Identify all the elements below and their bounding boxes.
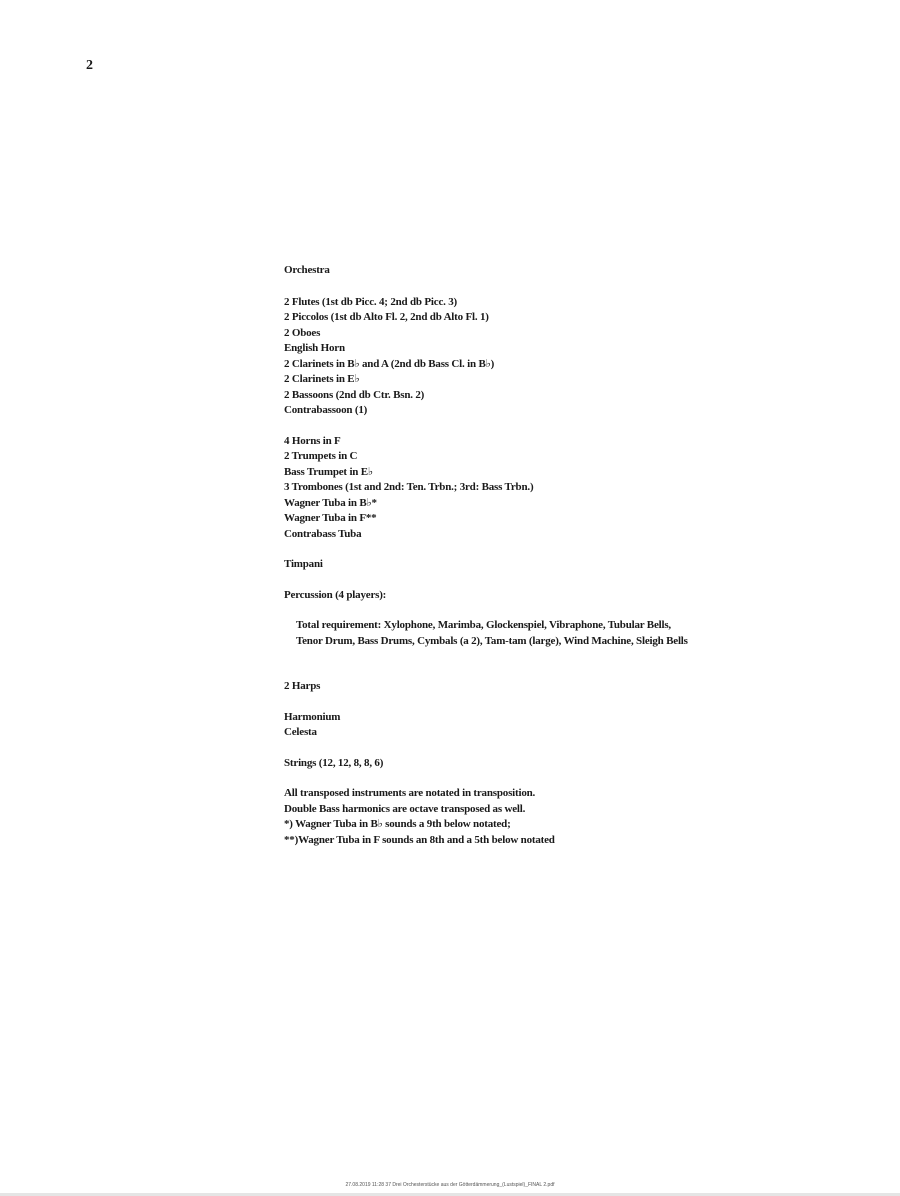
note-line: *) Wagner Tuba in B♭ sounds a 9th below notated; [284,818,511,830]
instrument-line: Celesta [284,726,317,738]
instrumentation-list [284,263,804,863]
instrument-line: 2 Flutes (1st db Picc. 4; 2nd db Picc. 3) [284,295,457,308]
notes-group [284,786,804,848]
instrument-line: 3 Trombones (1st and 2nd: Ten. Trbn.; 3rd: Bass Trbn.) [284,481,534,493]
instrument-line: Bass Trumpet in E♭ [284,465,373,478]
page-number: 2 [86,58,93,73]
instrument-line: 2 Clarinets in E♭ [284,373,360,385]
instrument-line: English Horn [284,342,345,354]
note-line: All transposed instruments are notated in transposition. [284,787,536,799]
percussion-details [284,618,804,649]
instrument-line: 2 Bassoons (2nd db Ctr. Bsn. 2) [284,388,425,401]
instrument-line: Harmonium [284,710,341,723]
orchestra-heading: Orchestra [284,264,330,276]
percussion-title: Percussion (4 players): [284,588,387,601]
timpani-group [284,557,804,573]
instrument-line: Contrabass Tuba [284,527,362,540]
instrument-line: Strings (12, 12, 8, 8, 6) [284,756,384,769]
note-line: Double Bass harmonics are octave transposed as well. [284,802,526,815]
instrument-line: Contrabassoon (1) [284,404,368,416]
instrument-line: Wagner Tuba in B♭* [284,496,377,509]
keyboards-group [284,710,804,741]
page-footer: 27.08.2019 11:28 37 Drei Orchesterstücke aus der Götterdämmerung_(Lustspiel)_FINAL 2.pdf [345,1182,555,1188]
instrument-line: 2 Trumpets in C [284,450,358,462]
instrument-line: Timpani [284,558,323,570]
strings-group [284,756,804,772]
percussion-group [284,588,804,604]
instrument-line: 2 Piccolos (1st db Alto Fl. 2, 2nd db Alto Fl. 1) [284,311,489,323]
instrument-line: 2 Harps [284,680,321,692]
instrument-line: 4 Horns in F [284,434,341,447]
percussion-line: Tenor Drum, Bass Drums, Cymbals (a 2), Tam-tam (large), Wind Machine, Sleigh Bells [296,634,688,647]
instrument-line: 2 Clarinets in B♭ and A (2nd db Bass Cl. in B♭) [284,357,495,370]
harps-group [284,679,804,695]
woodwinds-group [284,295,804,419]
instrument-line: 2 Oboes [284,326,321,339]
note-line: **)Wagner Tuba in F sounds an 8th and a 5th below notated [284,833,555,846]
percussion-line: Total requirement: Xylophone, Marimba, Glockenspiel, Vibraphone, Tubular Bells, [296,619,671,631]
brass-group [284,434,804,543]
instrument-line: Wagner Tuba in F** [284,512,377,524]
